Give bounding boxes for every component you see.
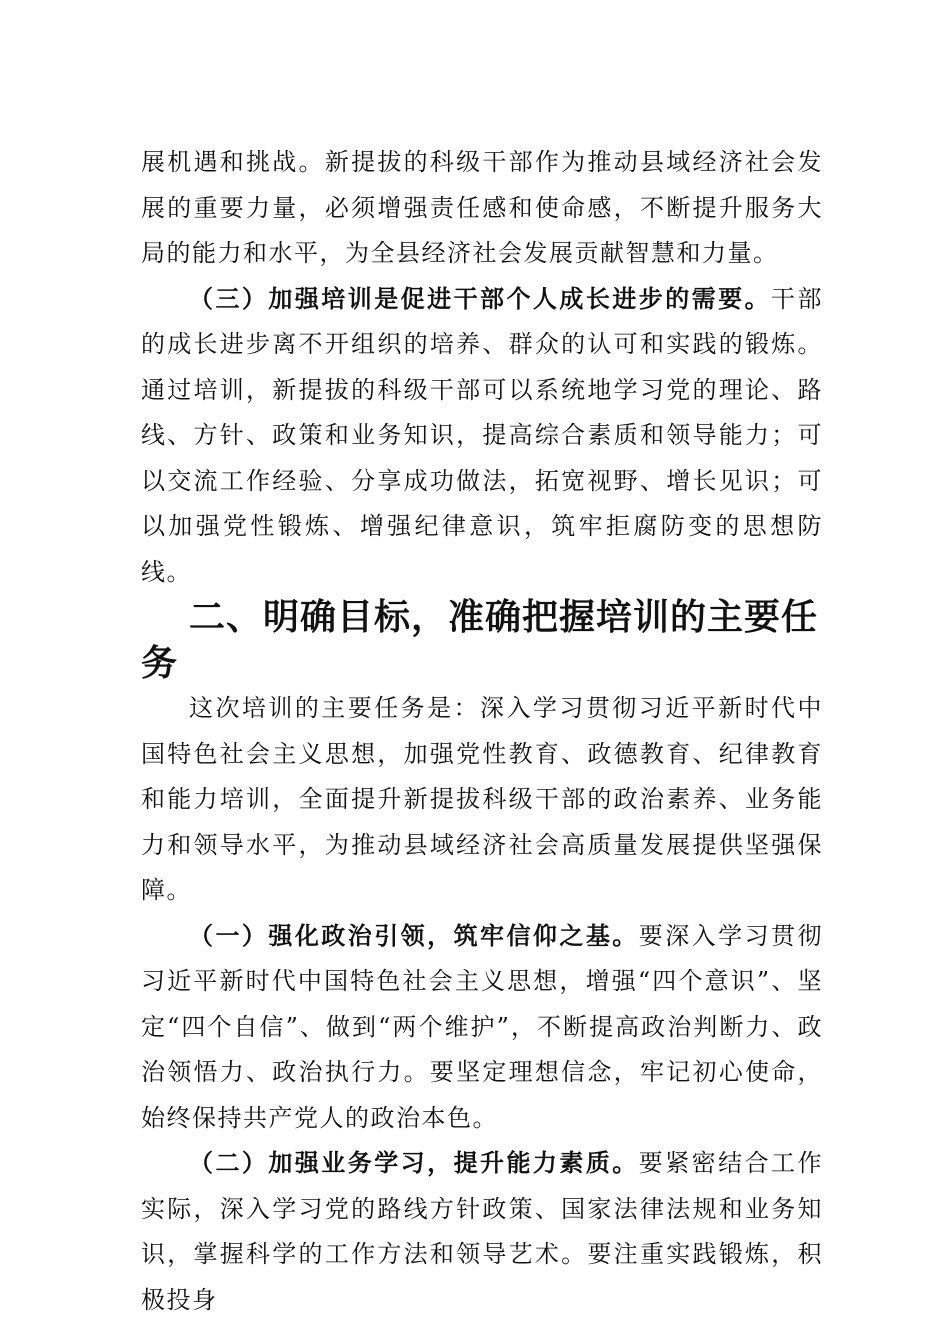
paragraph-text: 展机遇和挑战。新提拔的科级干部作为推动县域经济社会发展的重要力量，必须增强责任感和使命感，不断提升服务大局的能力和水平，为全县经济社会发展贡献智慧和力量。 bbox=[141, 148, 823, 267]
paragraph-training-need-3 bbox=[141, 277, 823, 596]
paragraph-main-tasks bbox=[141, 686, 823, 914]
section-heading-2: 二、明确目标，准确把握培训的主要任务 bbox=[141, 597, 819, 684]
document-body bbox=[141, 140, 823, 1323]
paragraph-continuation bbox=[141, 140, 823, 277]
paragraph-lead: （二）加强业务学习，提升能力素质。 bbox=[189, 1149, 639, 1177]
paragraph-lead: （一）强化政治引领，筑牢信仰之基。 bbox=[189, 921, 639, 950]
paragraph-business-study bbox=[141, 1141, 823, 1323]
paragraph-text: 要深入学习贯彻习近平新时代中国特色社会主义思想，增强“四个意识”、坚定“四个自信”、做到“两个维护”，不断提高政治判断力、政治领悟力、政治执行力。要坚定理想信念，牢记初心使命，始终保持共产党人的政治本色。 bbox=[141, 921, 824, 1132]
paragraph-lead: （三）加强培训是促进干部个人成长进步的需要。 bbox=[189, 284, 772, 313]
paragraph-text: 干部的成长进步离不开组织的培养、群众的认可和实践的锻炼。通过培训，新提拔的科级干部可以系统地学习党的理论、路线、方针、政策和业务知识，提高综合素质和领导能力；可以交流工作经验、分享成功做法，拓宽视野、增长见识；可以加强党性锻炼、增强纪律意识，筑牢拒腐防变的思想防线。 bbox=[141, 284, 824, 586]
paragraph-political-leadership bbox=[141, 914, 823, 1142]
paragraph-text: 要紧密结合工作实际，深入学习党的路线方针政策、国家法律法规和业务知识，掌握科学的工作方法和领导艺术。要注重实践锻炼，积极投身 bbox=[141, 1149, 824, 1314]
paragraph-text: 这次培训的主要任务是：深入学习贯彻习近平新时代中国特色社会主义思想，加强党性教育、政德教育、纪律教育和能力培训，全面提升新提拔科级干部的政治素养、业务能力和领导水平，为推动县域经济社会高质量发展提供坚强保障。 bbox=[141, 694, 823, 904]
